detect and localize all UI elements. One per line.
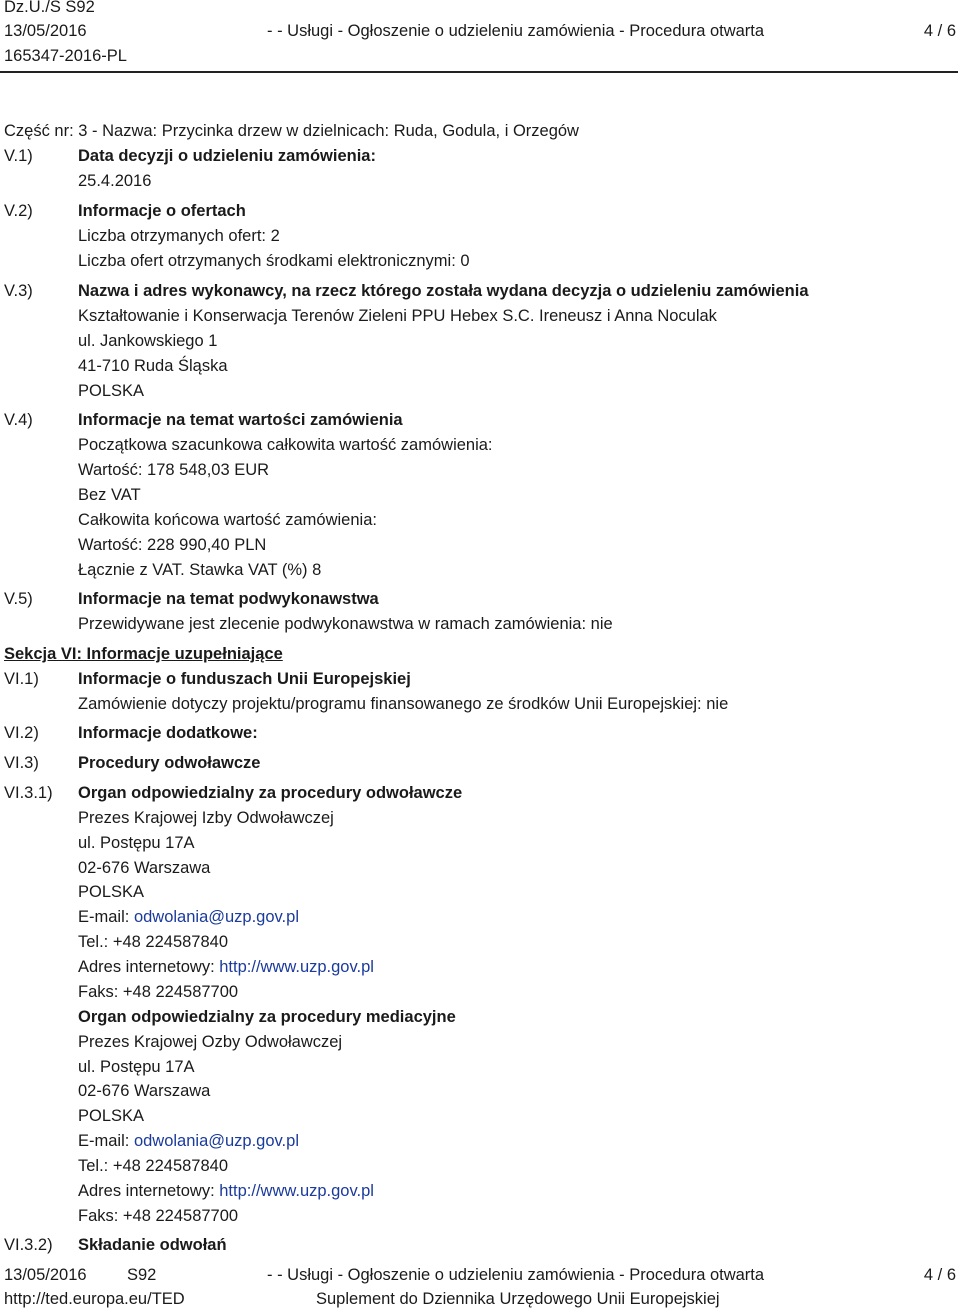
notice-id: 165347-2016-PL (4, 47, 127, 65)
appeal-web-link[interactable]: http://www.uzp.gov.pl (219, 958, 374, 976)
section-number-vi32: VI.3.2) (4, 1236, 53, 1254)
final-value-vat: Łącznie z VAT. Stawka VAT (%) 8 (78, 561, 322, 579)
footer-date: 13/05/2016 (4, 1266, 87, 1284)
web-label: Adres internetowy: (78, 1182, 215, 1200)
header-divider (0, 71, 958, 73)
appeal-body-heading: Organ odpowiedzialny za procedury odwoławcze (78, 784, 463, 802)
mediation-body-name: Prezes Krajowej Ozby Odwoławczej (78, 1033, 343, 1051)
footer-series: S92 (127, 1266, 157, 1284)
offers-heading: Informacje o ofertach (78, 202, 246, 220)
value-heading: Informacje na temat wartości zamówienia (78, 411, 403, 429)
initial-value-label: Początkowa szacunkowa całkowita wartość zamówienia: (78, 436, 493, 454)
appeal-body-city: 02-676 Warszawa (78, 859, 211, 877)
contractor-street: ul. Jankowskiego 1 (78, 332, 218, 350)
mediation-email-link[interactable]: odwolania@uzp.gov.pl (133, 1132, 299, 1150)
mediation-body-street: ul. Postępu 17A (78, 1058, 195, 1076)
journal-ref: Dz.U./S S92 (4, 0, 95, 16)
mediation-body-email-row (78, 1129, 299, 1154)
section-number-v4: V.4) (4, 411, 33, 429)
footer-url[interactable]: http://ted.europa.eu/TED (4, 1290, 185, 1308)
section-number-vi1: VI.1) (4, 670, 39, 688)
offers-count: Liczba otrzymanych ofert: 2 (78, 227, 280, 245)
mediation-body-web-row (78, 1179, 374, 1204)
part-title: Część nr: 3 - Nazwa: Przycinka drzew w dzielnicach: Ruda, Godula, i Orzegów (4, 122, 579, 140)
mediation-body-tel: Tel.: +48 224587840 (78, 1157, 229, 1175)
footer-page-number: 4 / 6 (923, 1266, 956, 1284)
appeal-body-street: ul. Postępu 17A (78, 834, 195, 852)
appeal-body-tel: Tel.: +48 224587840 (78, 933, 229, 951)
appeal-body-country: POLSKA (78, 883, 145, 901)
footer-title: - - Usługi - Ogłoszenie o udzieleniu zamówienia - Procedura otwarta (267, 1266, 765, 1284)
appeal-email-link[interactable]: odwolania@uzp.gov.pl (133, 908, 299, 926)
email-label: E-mail: (78, 1132, 130, 1150)
section-number-vi3: VI.3) (4, 754, 39, 772)
contractor-name: Kształtowanie i Konserwacja Terenów Zieleni PPU Hebex S.C. Ireneusz i Anna Noculak (78, 307, 717, 325)
contractor-heading: Nazwa i adres wykonawcy, na rzecz którego została wydana decyzja o udzieleniu zamówienia (78, 282, 809, 300)
email-label: E-mail: (78, 908, 130, 926)
subcontracting-text: Przewidywane jest zlecenie podwykonawstwa w ramach zamówienia: nie (78, 615, 613, 633)
mediation-body-country: POLSKA (78, 1107, 145, 1125)
appeal-procedures-heading: Procedury odwoławcze (78, 754, 261, 772)
appeal-submission-heading: Składanie odwołań (78, 1236, 227, 1254)
appeal-body-web-row (78, 955, 374, 980)
eu-funds-heading: Informacje o funduszach Unii Europejskiej (78, 670, 411, 688)
initial-value: Wartość: 178 548,03 EUR (78, 461, 270, 479)
appeal-body-fax: Faks: +48 224587700 (78, 983, 239, 1001)
web-label: Adres internetowy: (78, 958, 215, 976)
mediation-body-city: 02-676 Warszawa (78, 1082, 211, 1100)
mediation-body-fax: Faks: +48 224587700 (78, 1207, 239, 1225)
section-number-v5: V.5) (4, 590, 33, 608)
section-number-vi31: VI.3.1) (4, 784, 53, 802)
decision-date-heading: Data decyzji o udzieleniu zamówienia: (78, 147, 376, 165)
contractor-city: 41-710 Ruda Śląska (78, 357, 228, 375)
header-page-number: 4 / 6 (923, 22, 956, 40)
decision-date: 25.4.2016 (78, 172, 152, 190)
initial-value-vat: Bez VAT (78, 486, 141, 504)
section-number-v2: V.2) (4, 202, 33, 220)
mediation-web-link[interactable]: http://www.uzp.gov.pl (219, 1182, 374, 1200)
contractor-country: POLSKA (78, 382, 145, 400)
additional-info-heading: Informacje dodatkowe: (78, 724, 258, 742)
final-value-label: Całkowita końcowa wartość zamówienia: (78, 511, 377, 529)
electronic-offers-count: Liczba ofert otrzymanych środkami elektronicznymi: 0 (78, 252, 470, 270)
header-title: - - Usługi - Ogłoszenie o udzieleniu zamówienia - Procedura otwarta (267, 22, 765, 40)
section-number-v1: V.1) (4, 147, 33, 165)
appeal-body-email-row (78, 905, 299, 930)
section-vi-heading: Sekcja VI: Informacje uzupełniające (4, 645, 283, 663)
subcontracting-heading: Informacje na temat podwykonawstwa (78, 590, 379, 608)
footer-supplement: Suplement do Dziennika Urzędowego Unii Europejskiej (316, 1290, 720, 1308)
mediation-body-heading: Organ odpowiedzialny za procedury mediacyjne (78, 1008, 456, 1026)
final-value: Wartość: 228 990,40 PLN (78, 536, 267, 554)
section-number-vi2: VI.2) (4, 724, 39, 742)
header-date: 13/05/2016 (4, 22, 87, 40)
eu-funds-text: Zamówienie dotyczy projektu/programu finansowanego ze środków Unii Europejskiej: nie (78, 695, 729, 713)
section-number-v3: V.3) (4, 282, 33, 300)
appeal-body-name: Prezes Krajowej Izby Odwoławczej (78, 809, 334, 827)
